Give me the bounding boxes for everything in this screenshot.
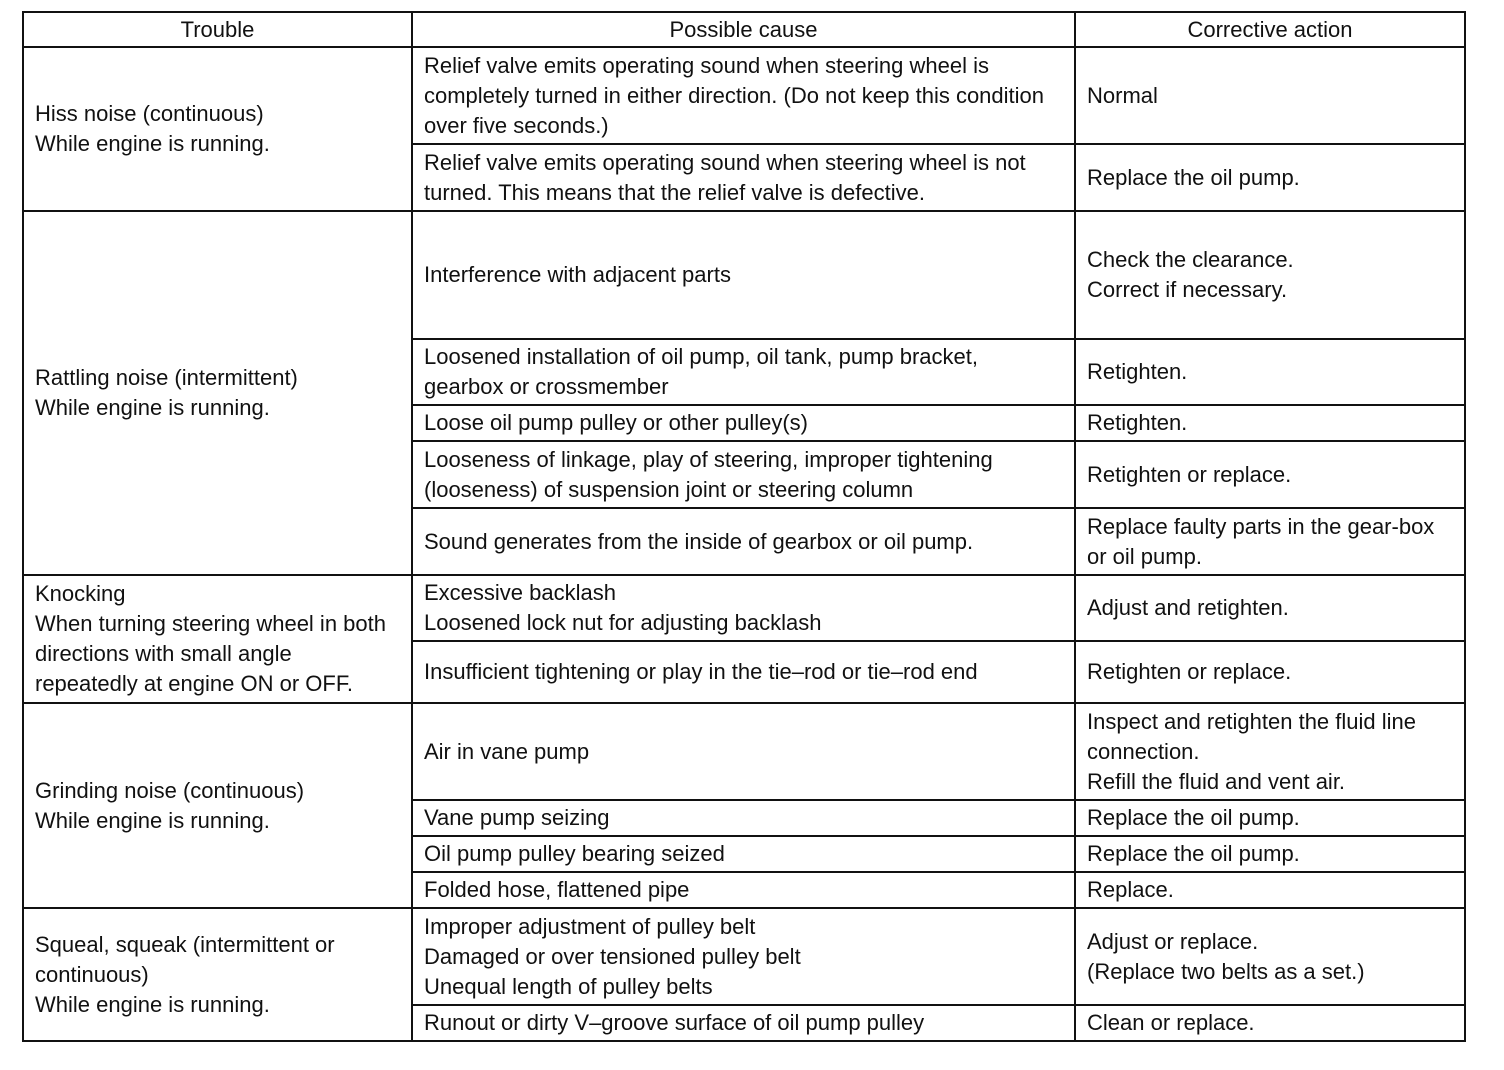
cause-cell: Runout or dirty V–groove surface of oil pump pulley bbox=[412, 1005, 1075, 1041]
action-cell: Replace the oil pump. bbox=[1075, 144, 1465, 211]
cause-cell: Interference with adjacent parts bbox=[412, 211, 1075, 339]
cause-cell: Air in vane pump bbox=[412, 703, 1075, 800]
cause-cell: Relief valve emits operating sound when steering wheel is not turned. This means that the relief valve is defective. bbox=[412, 144, 1075, 211]
trouble-cell: Knocking When turning steering wheel in both directions with small angle repeatedly at engine ON or OFF. bbox=[23, 575, 412, 703]
cause-cell: Folded hose, flattened pipe bbox=[412, 872, 1075, 908]
header-possible-cause: Possible cause bbox=[412, 12, 1075, 47]
cause-cell: Insufficient tightening or play in the tie–rod or tie–rod end bbox=[412, 641, 1075, 703]
cause-cell: Excessive backlash Loosened lock nut for adjusting backlash bbox=[412, 575, 1075, 641]
cause-cell: Improper adjustment of pulley belt Damaged or over tensioned pulley belt Unequal length of pulley belts bbox=[412, 908, 1075, 1005]
troubleshooting-table bbox=[22, 11, 1466, 1042]
table-row bbox=[23, 703, 1465, 800]
cause-cell: Relief valve emits operating sound when steering wheel is completely turned in either direction. (Do not keep this condition over five seconds.) bbox=[412, 47, 1075, 144]
cause-cell: Loose oil pump pulley or other pulley(s) bbox=[412, 405, 1075, 441]
cause-cell: Looseness of linkage, play of steering, improper tightening (looseness) of suspension joint or steering column bbox=[412, 441, 1075, 508]
action-cell: Adjust and retighten. bbox=[1075, 575, 1465, 641]
table-header bbox=[23, 12, 1465, 47]
table-row bbox=[23, 47, 1465, 144]
action-cell: Check the clearance. Correct if necessary. bbox=[1075, 211, 1465, 339]
table-row bbox=[23, 908, 1465, 1005]
action-cell: Replace the oil pump. bbox=[1075, 800, 1465, 836]
table-row bbox=[23, 575, 1465, 641]
header-row bbox=[23, 12, 1465, 47]
action-cell: Retighten or replace. bbox=[1075, 441, 1465, 508]
action-cell: Replace. bbox=[1075, 872, 1465, 908]
table-body bbox=[23, 47, 1465, 1041]
cause-cell: Loosened installation of oil pump, oil tank, pump bracket, gearbox or crossmember bbox=[412, 339, 1075, 405]
action-cell: Normal bbox=[1075, 47, 1465, 144]
action-cell: Clean or replace. bbox=[1075, 1005, 1465, 1041]
cause-cell: Vane pump seizing bbox=[412, 800, 1075, 836]
action-cell: Replace the oil pump. bbox=[1075, 836, 1465, 872]
action-cell: Replace faulty parts in the gear-box or oil pump. bbox=[1075, 508, 1465, 575]
cause-cell: Sound generates from the inside of gearbox or oil pump. bbox=[412, 508, 1075, 575]
trouble-cell: Rattling noise (intermittent) While engine is running. bbox=[23, 211, 412, 575]
trouble-cell: Squeal, squeak (intermittent or continuous) While engine is running. bbox=[23, 908, 412, 1041]
cause-cell: Oil pump pulley bearing seized bbox=[412, 836, 1075, 872]
action-cell: Retighten or replace. bbox=[1075, 641, 1465, 703]
action-cell: Adjust or replace. (Replace two belts as a set.) bbox=[1075, 908, 1465, 1005]
header-corrective-action: Corrective action bbox=[1075, 12, 1465, 47]
action-cell: Retighten. bbox=[1075, 405, 1465, 441]
action-cell: Retighten. bbox=[1075, 339, 1465, 405]
header-trouble: Trouble bbox=[23, 12, 412, 47]
table-row bbox=[23, 211, 1465, 339]
action-cell: Inspect and retighten the fluid line connection. Refill the fluid and vent air. bbox=[1075, 703, 1465, 800]
trouble-cell: Hiss noise (continuous) While engine is running. bbox=[23, 47, 412, 211]
trouble-cell: Grinding noise (continuous) While engine is running. bbox=[23, 703, 412, 908]
